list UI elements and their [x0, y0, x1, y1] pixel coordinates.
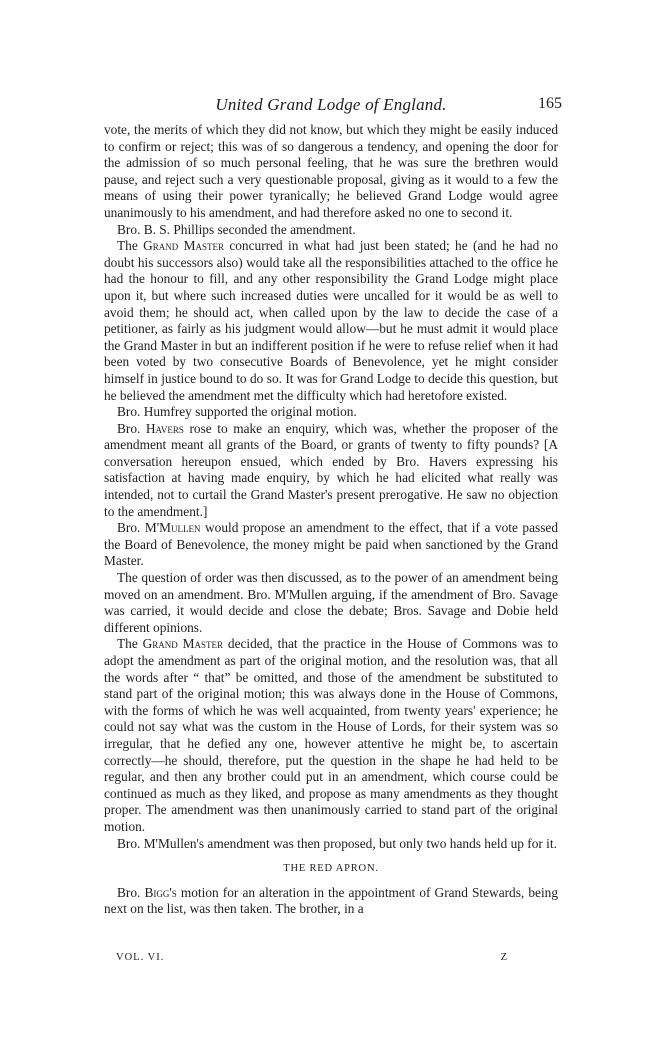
- paragraph-humfrey: [104, 404, 558, 421]
- speaker-name: Grand Master: [142, 636, 224, 652]
- paragraph-text: Bro. B. S. Phillips seconded the amendment.: [117, 221, 356, 237]
- paragraph-havers: [104, 421, 558, 521]
- paragraph-lead-plain: The: [117, 636, 143, 652]
- paragraph-text: Bro. Humfrey supported the original motion.: [117, 404, 357, 420]
- section-heading: THE RED APRON.: [283, 863, 379, 875]
- paragraph-text: would propose an amendment to the effect, that if a vote passed the Board of Benevolence, the money might be paid when sanctioned by the Grand Master.: [104, 520, 559, 569]
- paragraph-mmullen-1: [104, 520, 558, 570]
- page-footer: [116, 952, 508, 968]
- paragraph-order-question: [104, 570, 558, 636]
- paragraph-lead-plain: Bro.: [117, 884, 145, 900]
- paragraph-grand-master-1: [104, 238, 558, 404]
- paragraph-text: concurred in what had just been stated; he (and he had no doubt his successors also) would take all the responsibilities attached to the office he had the honour to fill, and any other responsibility the Grand Lodge might place upon it, but where such increased duties were uncalled for it would be as well to avoid them; he should act, when called upon by the law to decide the case of a petitioner, as fairly as his judgment would allow—but he must admit it would place the Grand Master in but an indifferent position if he were to refuse relief when it had been voted by two consecutive Boards of Benevolence, yet he might consider himself in justice bound to do so. It was for Grand Lodge to decide this question, but he believed the amendment met the difficulty which had heretofore existed.: [104, 238, 558, 403]
- running-title: United Grand Lodge of England.: [215, 95, 447, 114]
- speaker-name: Havers: [145, 420, 184, 436]
- page-number: 165: [538, 95, 562, 112]
- volume-mark: VOL. VI.: [116, 952, 165, 963]
- paragraph-lead-plain: Bro.: [117, 420, 146, 436]
- paragraph-text: The question of order was then discussed, as to the power of an amendment being moved on an amendment. Bro. M'Mullen arguing, if the amendment of Bro. Savage was carried, it would decide and close the debate; Bros. Savage and Dobie held different opinions.: [104, 570, 558, 635]
- paragraph-text: Bro. M'Mullen's amendment was then proposed, but only two hands held up for it.: [117, 835, 557, 851]
- paragraph-text: decided, that the practice in the House of Commons was to adopt the amendment as part of the original motion, and the resolution was, that all the words after “ that” be omitted, and those of the amendment be substituted to stand part of the original motion; this was always done in the House of Commons, with the forms of which he was well acquainted, from twenty years' experience; he could not say what was the custom in the House of Lords, for their system was so irregular, that he defied any one, however attentive he might be, to ascertain correctly—he should, therefore, put the question in the shape he had held to be regular, and then any brother could put in an amendment, which course could be continued as much as they liked, and propose as many amendments as they thought proper. The amendment was then unanimously carried to stand part of the original motion.: [104, 636, 558, 834]
- speaker-name: Bigg's: [144, 884, 177, 900]
- paragraph-mmullen-2: [104, 836, 558, 853]
- signature-mark: Z: [500, 952, 508, 963]
- body-text: [104, 122, 558, 918]
- page-header: [104, 95, 562, 117]
- paragraph-bigg: [104, 885, 558, 918]
- paragraph-text: rose to make an enquiry, which was, whether the proposer of the amendment meant all grants of the Board, or grants of twenty to fifty pounds? [A conversation hereupon ensued, which ended by Bro. Havers expressing his satisfaction at having made enquiry, by which he had elicited what really was intended, not to curtail the Grand Master's present prerogative. He saw no objection to the amendment.]: [104, 420, 559, 519]
- paragraph-continuation: [104, 122, 558, 222]
- paragraph-lead-plain: The: [117, 238, 144, 254]
- speaker-name: Grand Master: [143, 238, 224, 254]
- paragraph-text: vote, the merits of which they did not know, but which they might be easily induced to confirm or reject; this was of so dangerous a tendency, and opening the door for the admission of so much personal feeling, that he was sure the brethren would pause, and reject such a very questionable proposal, giving as it would to a few the means of using their power tyranically; he believed Grand Lodge would agree unanimously to his amendment, and had therefore asked no one to second it.: [104, 122, 558, 220]
- paragraph-grand-master-2: [104, 636, 558, 835]
- paragraph-phillips: [104, 222, 558, 239]
- paragraph-text: motion for an alteration in the appointment of Grand Stewards, being next on the list, was then taken. The brother, in a: [104, 884, 559, 917]
- paragraph-lead-plain: Bro.: [117, 520, 145, 536]
- speaker-name: M'Mullen: [144, 520, 201, 536]
